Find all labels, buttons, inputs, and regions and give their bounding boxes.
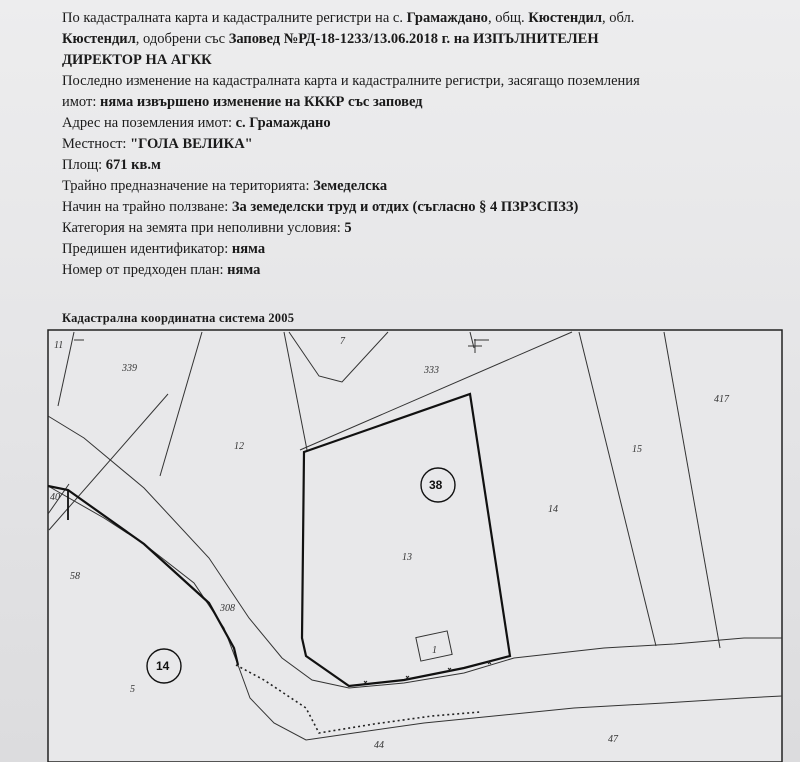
field-land-use: Начин на трайно ползване: За земеделски труд и отдих (съгласно § 4 ПЗРЗСПЗЗ) [62,199,579,215]
parcel-label-333: 333 [424,365,439,376]
header-line-5: имот: няма извършено изменение на КККР със заповед [62,94,423,110]
parcel-label-58: 58 [70,571,80,582]
parcel-label-5: 5 [130,684,135,695]
property-number-14: 14 [156,659,170,673]
map-caption: Кадастрална координатна система 2005 [62,311,295,325]
parcel-label-339: 339 [122,363,137,374]
cadastral-map-svg [44,328,784,762]
field-locality: Местност: "ГОЛА ВЕЛИКА" [62,136,253,152]
parcel-label-13: 13 [402,552,412,563]
parcel-label-44: 44 [374,740,384,751]
header-line-3: ДИРЕКТОР НА АГКК [62,52,212,68]
parcel-label-15: 15 [632,444,642,455]
field-area: Площ: 671 кв.м [62,157,161,173]
parcel-label-308: 308 [220,603,235,614]
property-number-38: 38 [429,478,443,492]
field-previous-id: Предишен идентификатор: няма [62,241,266,257]
parcel-label-47: 47 [608,734,618,745]
map-frame [48,330,782,762]
parcel-label-14-right: 14 [548,504,558,515]
header-line-4: Последно изменение на кадастралната карта и кадастралните регистри, засягащо поземления [62,73,640,89]
field-address: Адрес на поземления имот: с. Грамаждано [62,115,331,131]
parcel-label-417: 417 [714,394,729,405]
parcel-label-11: 11 [54,340,64,351]
parcel-label-12: 12 [234,441,244,452]
field-land-purpose: Трайно предназначение на територията: Земеделска [62,178,388,194]
header-line-1: По кадастралната карта и кадастралните регистри на с. Грамаждано, общ. Кюстендил, обл. [62,10,635,26]
cadastral-map [44,328,784,762]
property-sketch-text [62,8,782,281]
field-previous-plan: Номер от предходен план: няма [62,262,261,278]
header-line-2: Кюстендил, одобрени със Заповед №РД-18-1233/13.06.2018 г. на ИЗПЪЛНИТЕЛЕН [62,31,599,47]
parcel-label-7: 7 [340,336,345,347]
building-label-1: 1 [432,645,437,656]
field-land-category: Категория на земята при неполивни условия: 5 [62,220,352,236]
parcel-label-40: 40 [50,492,60,503]
